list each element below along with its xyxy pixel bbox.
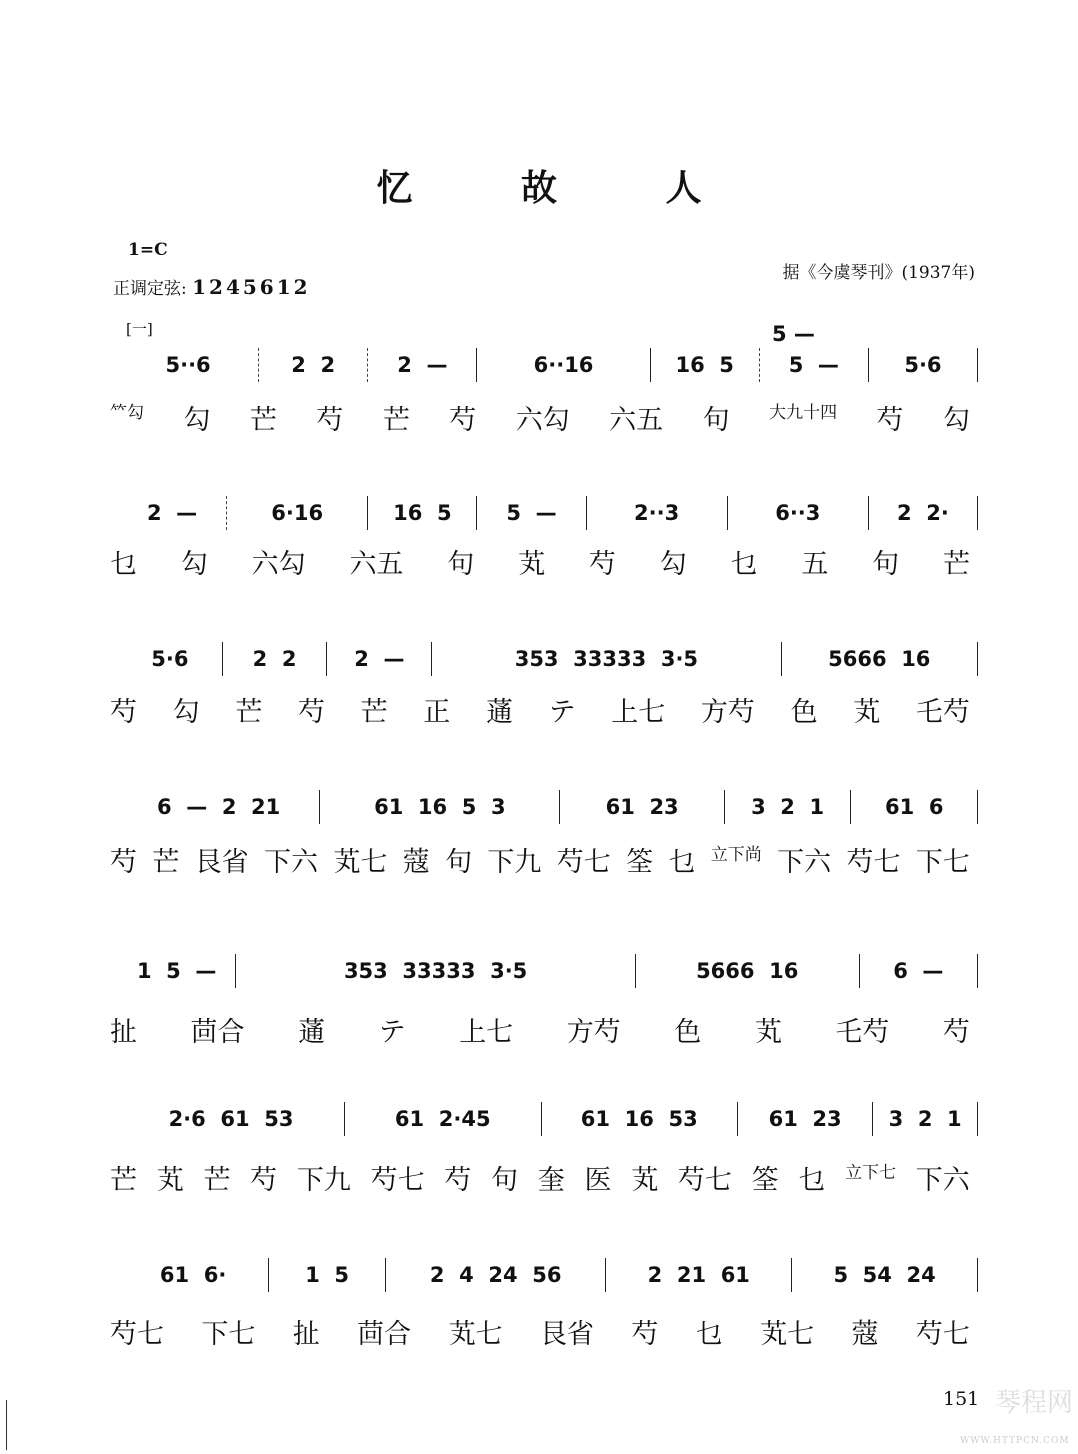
upper-note: 5 — [772, 322, 815, 346]
tablature-glyph: 芒 [110, 1165, 137, 1196]
tablature-glyph: 下六 [264, 847, 319, 878]
measure: 1 5 — [118, 954, 236, 988]
measure: 61 16 53 [542, 1102, 738, 1136]
tablature-glyph: 勾 [183, 405, 211, 436]
tablature-glyph: 芍七 [846, 847, 901, 878]
source-citation: 据《今虞琴刊》(1937年) [782, 263, 975, 283]
measure: 61 6 [851, 790, 978, 824]
tablature-glyph: 芒 [249, 405, 277, 436]
tablature-glyph: 芄 [156, 1165, 184, 1196]
measure: 6··3 [728, 496, 869, 530]
tablature-glyph: 芍七 [556, 847, 611, 878]
tablature-glyph: 芒 [382, 405, 410, 436]
measure: 61 6· [118, 1258, 269, 1292]
measure: 3 2 1 [873, 1102, 978, 1136]
tablature-glyph: 句 [445, 847, 473, 878]
tablature-glyph: 芄七 [448, 1319, 503, 1350]
tuning [113, 274, 311, 299]
notation-row [118, 790, 978, 824]
tablature-glyph: 下六 [777, 847, 832, 878]
tablature-glyph: 下九 [296, 1165, 351, 1196]
tablature-glyph: 乜 [798, 1165, 826, 1196]
measure: 5666 16 [782, 642, 978, 676]
measure: 61 23 [738, 1102, 873, 1136]
tablature-glyph: 芒 [235, 697, 263, 728]
notation-row [118, 496, 978, 530]
tablature-glyph: 勾 [942, 405, 970, 436]
tablature-glyph: 五 [801, 549, 829, 580]
tuning-label: 正调定弦: [113, 279, 187, 299]
tablature-glyph: 乇芍 [835, 1017, 890, 1048]
section-marker: [一] [126, 320, 153, 338]
notation-row [118, 642, 978, 676]
tablature-glyph: 艮省 [539, 1319, 594, 1350]
tablature-glyph: 勾 [172, 697, 200, 728]
tablature-glyph: 句 [491, 1165, 519, 1196]
watermark-url: WWW.HTTPCN.COM [960, 1436, 1070, 1446]
measure: 2·6 61 53 [118, 1102, 345, 1136]
tablature-glyph: 芒 [203, 1165, 231, 1196]
tablature-glyph: 色 [674, 1017, 702, 1048]
tablature-glyph: 乜 [110, 549, 137, 580]
tablature-glyph: 下七 [201, 1319, 256, 1350]
notation-row [118, 1102, 978, 1136]
measure: 2··3 [587, 496, 728, 530]
tablature-glyph: 艮省 [194, 847, 249, 878]
tablature-row [110, 1158, 970, 1197]
tablature-glyph: 筌 [626, 847, 654, 878]
tablature-glyph: 芍 [588, 549, 616, 580]
tablature-glyph: 芍 [316, 405, 344, 436]
tablature-glyph: 乜 [695, 1319, 723, 1350]
tablature-glyph: 蓪 [485, 697, 513, 728]
measure: 2 — [368, 348, 477, 382]
measure: 5·6 [869, 348, 978, 382]
tablature-glyph: 方芍 [566, 1017, 621, 1048]
tablature-glyph: 乇芍 [915, 697, 970, 728]
tablature-glyph: 大九十四 [769, 403, 838, 423]
tablature-glyph: 方芍 [700, 697, 755, 728]
tablature-glyph: 立下七 [845, 1163, 897, 1183]
tablature-glyph: 六五 [349, 549, 404, 580]
measure: 5··6 [118, 348, 259, 382]
tablature-glyph: テ [378, 1017, 406, 1048]
tablature-glyph: 句 [872, 549, 900, 580]
key-signature: 1=C [128, 240, 168, 260]
tablature-row [110, 690, 970, 729]
measure: 2 — [327, 642, 432, 676]
measure: 2 — [118, 496, 227, 530]
tablature-glyph: 芍 [250, 1165, 278, 1196]
tablature-glyph: 上七 [459, 1017, 514, 1048]
tablature-glyph: 六勾 [515, 405, 570, 436]
tablature-row [110, 398, 970, 437]
measure: 5 — [477, 496, 586, 530]
tablature-glyph: 句 [702, 405, 730, 436]
measure: 2 21 61 [606, 1258, 792, 1292]
tablature-row [110, 542, 970, 581]
tablature-glyph: 茴合 [357, 1319, 412, 1350]
notation-row [118, 1258, 978, 1292]
measure: 3 2 1 [725, 790, 852, 824]
tablature-glyph: 𥫗勾 [110, 403, 144, 423]
tablature-glyph: 芍七 [677, 1165, 732, 1196]
tablature-glyph: 乜 [668, 847, 696, 878]
page-number: 151 [943, 1388, 980, 1410]
notation-row [118, 954, 978, 988]
measure: 5 54 24 [792, 1258, 978, 1292]
tablature-glyph: 芍 [297, 697, 325, 728]
tablature-glyph: 勾 [180, 549, 208, 580]
tablature-glyph: 芄七 [760, 1319, 815, 1350]
tablature-glyph: 色 [790, 697, 818, 728]
measure: 61 16 5 3 [320, 790, 560, 824]
measure: 61 2·45 [345, 1102, 541, 1136]
tablature-row [110, 840, 970, 879]
tablature-glyph: 奎 [537, 1165, 565, 1196]
tablature-glyph: 芍 [942, 1017, 970, 1048]
tablature-glyph: 六勾 [251, 549, 306, 580]
tablature-row [110, 1010, 970, 1049]
tablature-glyph: 芍 [876, 405, 904, 436]
tablature-glyph: 芍七 [915, 1319, 970, 1350]
tablature-glyph: テ [548, 697, 576, 728]
measure: 2 2 [223, 642, 328, 676]
measure: 6 — [860, 954, 978, 988]
watermark-logo: 琴程网 [995, 1388, 1074, 1418]
tablature-glyph: 芄七 [333, 847, 388, 878]
measure: 5 — [760, 348, 869, 382]
tablature-glyph: 蔻 [851, 1319, 879, 1350]
tablature-row [110, 1312, 970, 1351]
measure: 353 33333 3·5 [236, 954, 635, 988]
tablature-glyph: 正 [423, 697, 451, 728]
tablature-glyph: 芒 [942, 549, 970, 580]
tablature-glyph: 扯 [292, 1319, 320, 1350]
tablature-glyph: 芍 [631, 1319, 659, 1350]
measure: 16 5 [368, 496, 477, 530]
tablature-glyph: 筌 [751, 1165, 779, 1196]
tablature-glyph: 上七 [611, 697, 666, 728]
tablature-glyph: 芒 [152, 847, 180, 878]
tablature-glyph: 乜 [730, 549, 758, 580]
tablature-glyph: 扯 [110, 1017, 137, 1048]
notation-row [118, 348, 978, 382]
measure: 6·16 [227, 496, 368, 530]
margin-line [6, 1400, 7, 1450]
tablature-glyph: 芍 [444, 1165, 472, 1196]
tablature-glyph: 句 [447, 549, 475, 580]
tablature-glyph: 蓪 [298, 1017, 326, 1048]
page-title: 忆 故 人 [376, 167, 750, 209]
tablature-glyph: 芍 [110, 697, 137, 728]
tablature-glyph: 芒 [360, 697, 388, 728]
measure: 1 5 [269, 1258, 386, 1292]
measure: 2 2 [259, 348, 368, 382]
tablature-glyph: 芄 [853, 697, 881, 728]
tablature-glyph: 芍七 [370, 1165, 425, 1196]
tablature-glyph: 芄 [631, 1165, 659, 1196]
measure: 5·6 [118, 642, 223, 676]
tablature-glyph: 下六 [915, 1165, 970, 1196]
measure: 5666 16 [636, 954, 860, 988]
measure: 2 2· [869, 496, 978, 530]
tablature-glyph: 蔻 [402, 847, 430, 878]
tablature-glyph: 六五 [609, 405, 664, 436]
tablature-glyph: 下七 [915, 847, 970, 878]
measure: 16 5 [651, 348, 760, 382]
measure: 6 — 2 21 [118, 790, 320, 824]
measure: 2 4 24 56 [386, 1258, 606, 1292]
tablature-glyph: 立下尚 [710, 845, 762, 865]
measure: 61 23 [560, 790, 724, 824]
measure: 353 33333 3·5 [432, 642, 781, 676]
tablature-glyph: 茴合 [190, 1017, 245, 1048]
tablature-glyph: 医 [584, 1165, 612, 1196]
tuning-notes: 1245612 [192, 275, 311, 299]
tablature-glyph: 芍 [110, 847, 137, 878]
measure: 6··16 [477, 348, 650, 382]
tablature-glyph: 芄 [518, 549, 546, 580]
tablature-glyph: 芍七 [110, 1319, 164, 1350]
tablature-glyph: 芍 [449, 405, 477, 436]
tablature-glyph: 下九 [487, 847, 542, 878]
tablature-glyph: 勾 [659, 549, 687, 580]
tablature-glyph: 芄 [754, 1017, 782, 1048]
